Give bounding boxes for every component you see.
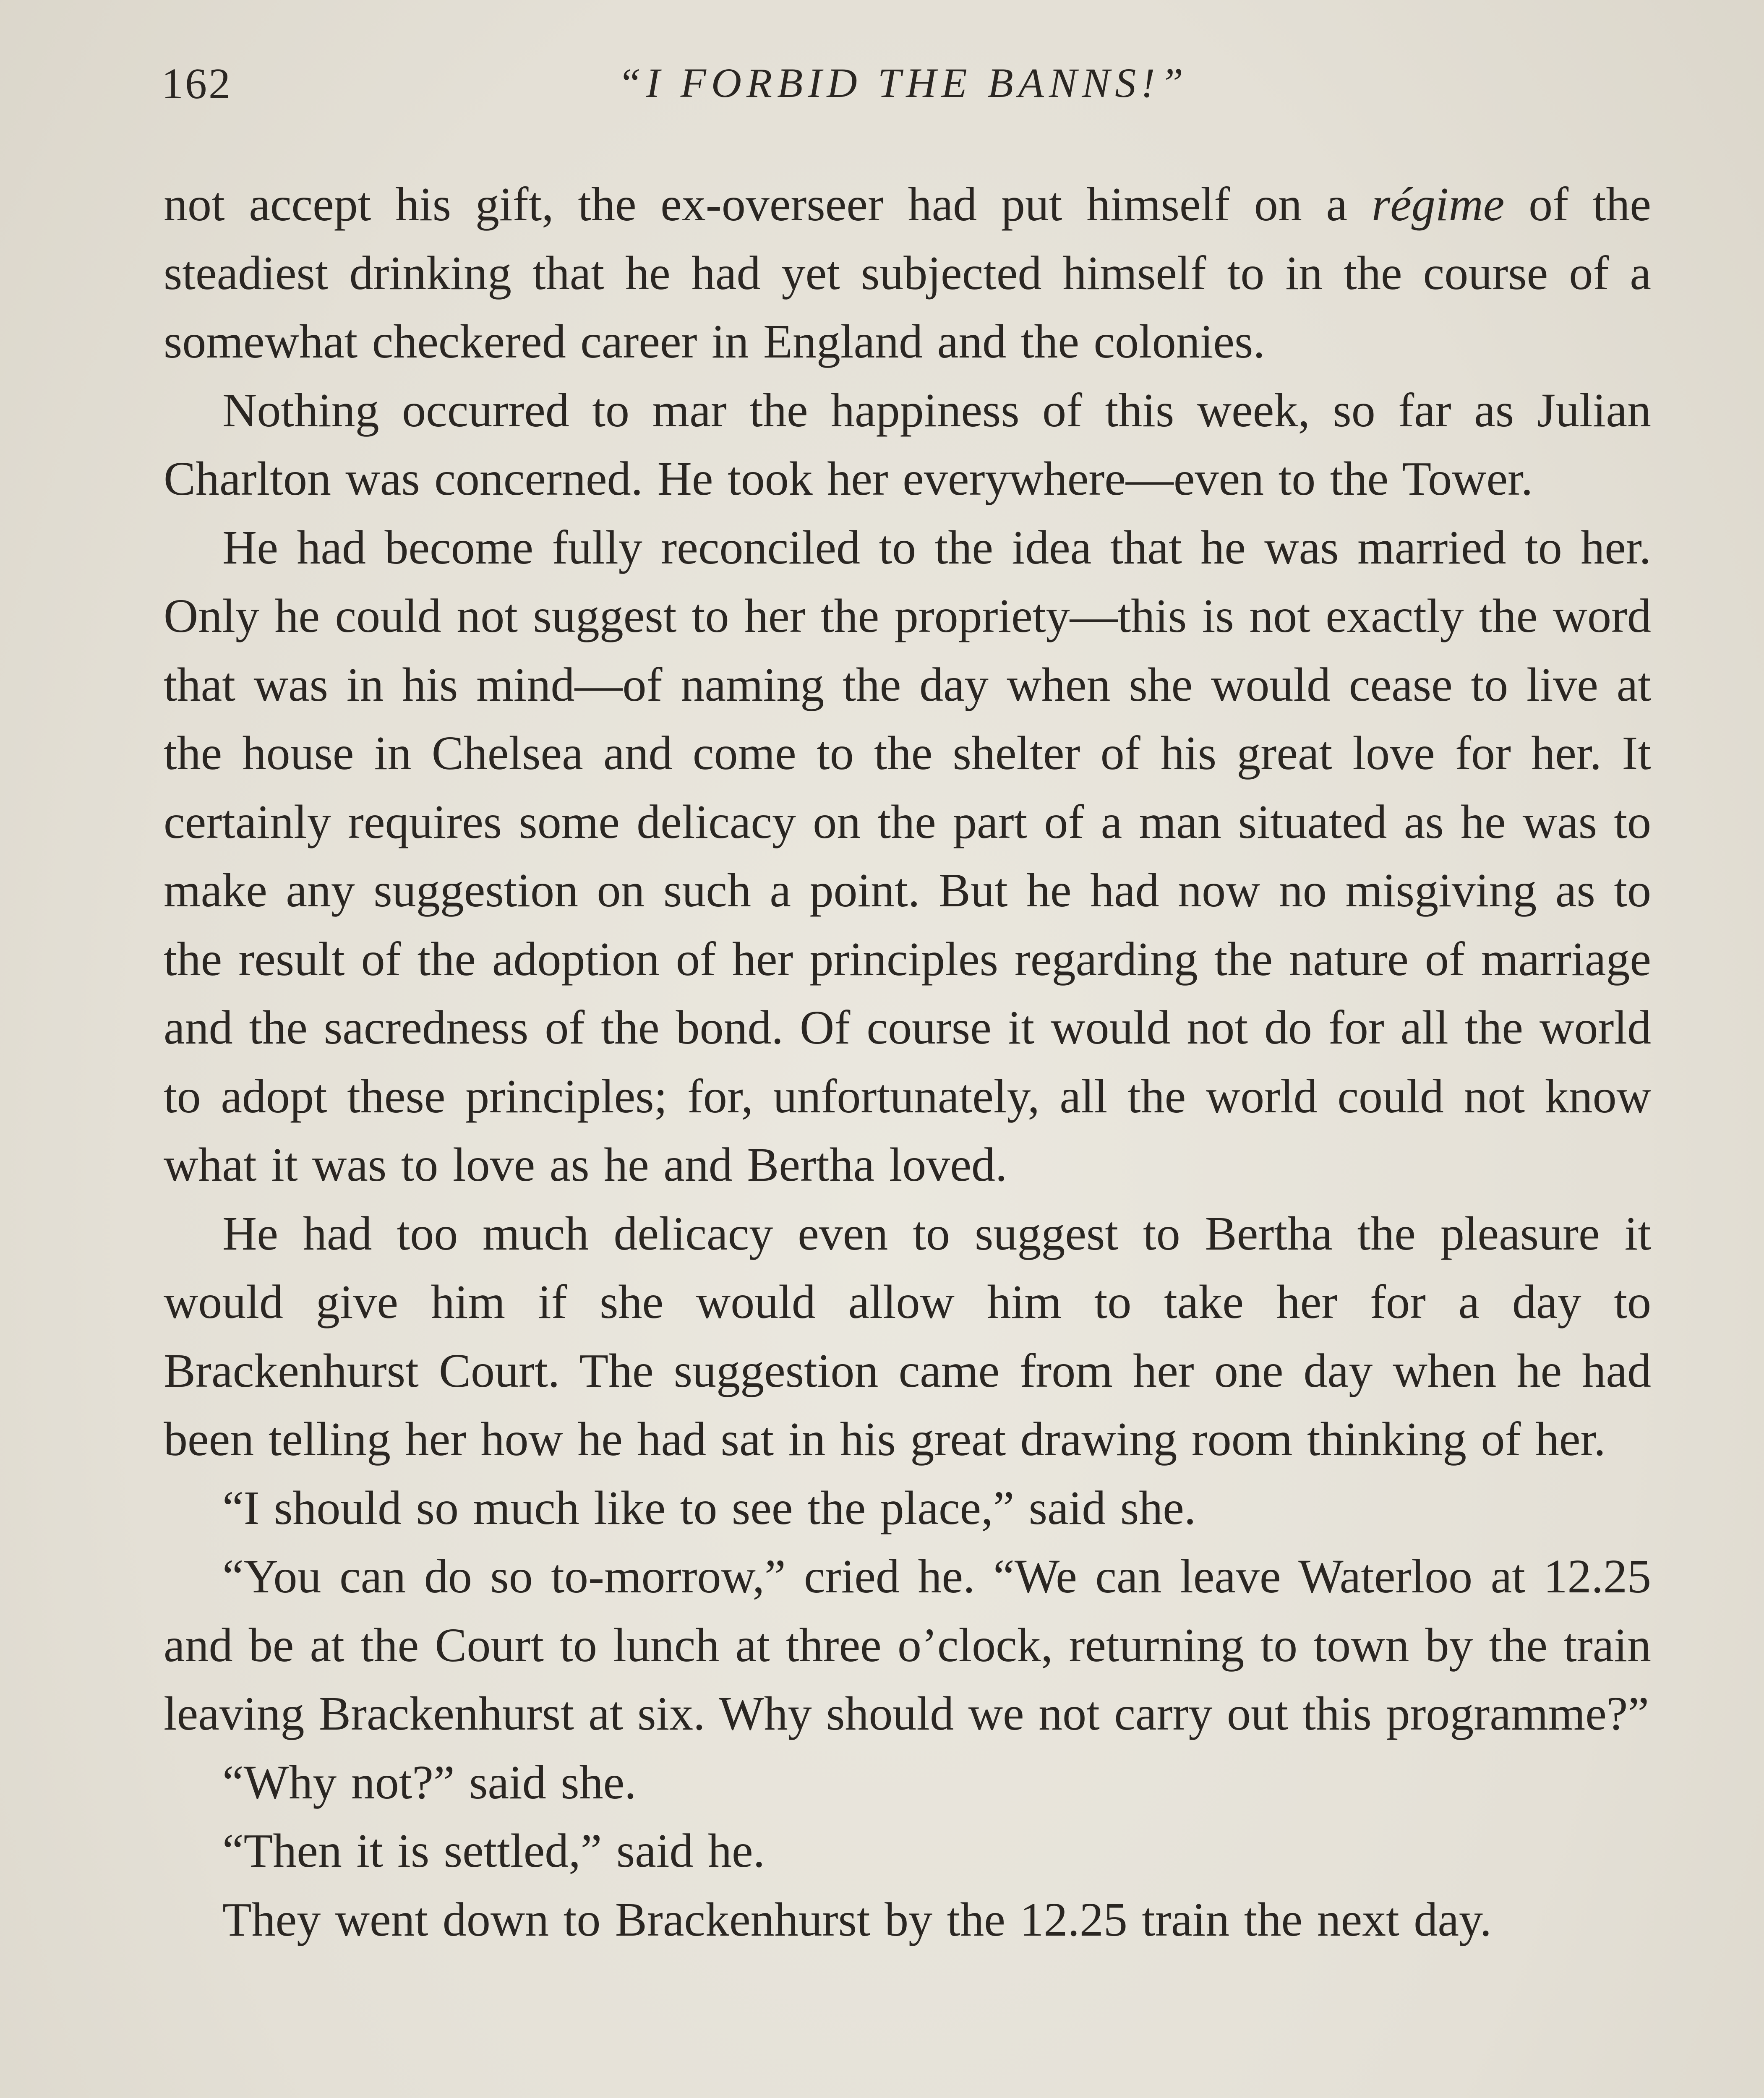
body-text bbox=[164, 170, 1651, 1954]
paragraph-5: “I should so much like to see the place,” said she. bbox=[222, 1481, 1196, 1534]
italic-word-regime: régime bbox=[1371, 177, 1505, 231]
paragraph-2: Nothing occurred to mar the happiness of this week, so far as Julian Charlton was concerned. He took her everywhere—even to the Tower. bbox=[164, 383, 1651, 505]
paragraph-6: “You can do so to-morrow,” cried he. “We can leave Waterloo at 12.25 and be at the Court to lunch at three o’clock, returning to town by the train leaving Brackenhurst at six. Why should we not carry out this programme?” bbox=[164, 1550, 1651, 1740]
paragraph-8: “Then it is settled,” said he. bbox=[222, 1824, 765, 1877]
paragraph-7: “Why not?” said she. bbox=[222, 1755, 637, 1809]
paragraph-1 bbox=[164, 170, 1651, 376]
page-number: 162 bbox=[162, 60, 232, 108]
running-title: “I FORBID THE BANNS!” bbox=[617, 60, 1189, 106]
paragraph-9: They went down to Brackenhurst by the 12.25 train the next day. bbox=[222, 1892, 1492, 1946]
paragraph-1-start: not accept his gift, the ex-overseer had put himself on a bbox=[164, 177, 1372, 231]
paragraph-3: He had become fully reconciled to the idea that he was married to her. Only he could not suggest to her the propriety—this is not exactly the word that was in his mind—of naming the day when she would cease to live at the house in Chelsea and come to the shelter of his great love for her. It certainly requires some delicacy on the part of a man situated as he was to make any suggestion on such a point. But he had now no misgiving as to the result of the adoption of her principles regarding the nature of marriage and the sacredness of the bond. Of course it would not do for all the world to adopt these principles; for, unfortunately, all the world could not know what it was to love as he and Bertha loved. bbox=[164, 520, 1651, 1191]
page-header bbox=[162, 59, 1644, 117]
paragraph-1-end: of the steadiest drinking that he had yet subjected himself to in the course of a somewhat checkered career in England and the colonies. bbox=[164, 177, 1652, 368]
paragraph-4: He had too much delicacy even to suggest to Bertha the pleasure it would give him if she would allow him to take her for a day to Brackenhurst Court. The suggestion came from her one day when he had been telling her how he had sat in his great drawing room thinking of her. bbox=[164, 1206, 1651, 1466]
